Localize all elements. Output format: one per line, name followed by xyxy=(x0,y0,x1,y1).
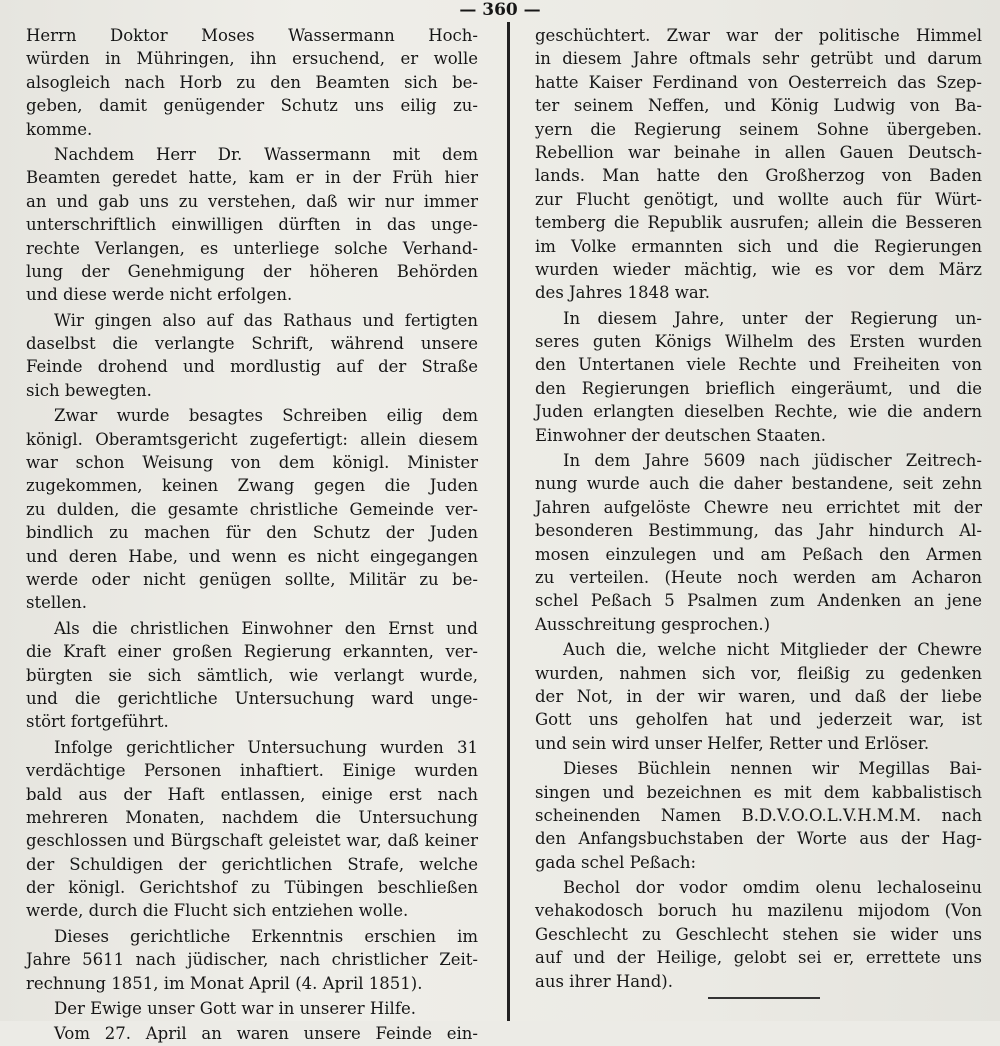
text-line: lands. Man hatte den Großherzog von Baden xyxy=(535,166,982,186)
text-line: den Regierungen brieflich eingeräumt, und die xyxy=(535,378,982,398)
text-line: schel Peßach 5 Psalmen zum Andenken an jene xyxy=(535,591,982,611)
text-line: Infolge gerichtlicher Untersuchung wurden 31 xyxy=(54,737,478,757)
text-line: zugekommen, keinen Zwang gegen die Juden xyxy=(26,476,478,496)
text-line: war schon Weisung von dem königl. Minister xyxy=(26,453,478,473)
text-line: Vom 27. April an waren unsere Feinde ein- xyxy=(54,1024,478,1044)
text-line: stellen. xyxy=(26,593,88,613)
text-line: und die gerichtliche Untersuchung ward unge- xyxy=(26,688,478,708)
text-line: Herrn Doktor Moses Wassermann Hoch- xyxy=(26,26,478,45)
text-line: verdächtige Personen inhaftiert. Einige wurden xyxy=(26,761,478,781)
text-line: In diesem Jahre, unter der Regierung un- xyxy=(563,308,982,328)
text-line: Einwohner der deutschen Staaten. xyxy=(535,425,827,445)
text-line: vehakodosch boruch hu mazilenu mijodom (Von xyxy=(535,901,982,921)
text-line: auf und der Heilige, gelobt sei er, errettete uns xyxy=(535,948,982,968)
text-line: den Anfangsbuchstaben der Worte aus der Hag- xyxy=(535,829,982,849)
text-line: Als die christlichen Einwohner den Ernst und xyxy=(54,618,478,638)
text-line: unterschriftlich einwilligen dürften in das unge- xyxy=(26,215,478,235)
text-line: der Schuldigen der gerichtlichen Strafe, welche xyxy=(26,854,478,874)
text-line: königl. Oberamtsgericht zugefertigt: allein diesem xyxy=(26,429,478,449)
text-line: singen und bezeichnen es mit dem kabbalistisch xyxy=(535,782,982,802)
text-line: rechte Verlangen, es unterliege solche Verhand- xyxy=(26,238,478,258)
text-line: bindlich zu machen für den Schutz der Juden xyxy=(26,523,478,543)
text-line: zu dulden, die gesamte christliche Gemeinde ver- xyxy=(26,499,478,519)
text-line: Dieses gerichtliche Erkenntnis erschien im xyxy=(54,926,478,946)
text-line: rechnung 1851, im Monat April (4. April 1851). xyxy=(26,973,423,993)
column-divider xyxy=(507,22,510,1021)
text-line: den Untertanen viele Rechte und Freiheiten von xyxy=(535,355,982,375)
text-line: sich bewegten. xyxy=(26,380,152,400)
text-line: und sein wird unser Helfer, Retter und Erlöser. xyxy=(535,733,930,753)
text-line: seres guten Königs Wilhelm des Ersten wurden xyxy=(535,332,982,352)
text-line: Jahre 5611 nach jüdischer, nach christlicher Zeit- xyxy=(26,950,478,970)
text-line: die Kraft einer großen Regierung erkannten, ver- xyxy=(26,642,478,662)
text-line: mehreren Monaten, nachdem die Untersuchung xyxy=(26,807,478,827)
text-line: ter seinem Neffen, und König Ludwig von Ba- xyxy=(535,96,982,116)
text-line: Jahren aufgelöste Chewre neu errichtet mit der xyxy=(535,497,982,517)
text-line: Wir gingen also auf das Rathaus und fertigten xyxy=(54,310,478,330)
text-line: aus ihrer Hand). xyxy=(535,971,673,991)
text-line: Beamten geredet hatte, kam er in der Früh hier xyxy=(26,168,478,188)
text-line: geschüchtert. Zwar war der politische Himmel xyxy=(535,26,982,45)
text-line: komme. xyxy=(26,119,93,139)
page-number: — 360 — xyxy=(459,0,541,20)
text-line: bald aus der Haft entlassen, einige erst nach xyxy=(26,784,478,804)
text-line: Juden erlangten dieselben Rechte, wie die andern xyxy=(535,402,982,422)
text-line: zu verteilen. (Heute noch werden am Acharon xyxy=(535,567,982,587)
text-line: Geschlecht zu Geschlecht stehen sie wider uns xyxy=(535,924,982,944)
text-line: im Volke ermannten sich und die Regierungen xyxy=(535,236,982,256)
text-line: geschlossen und Bürgschaft geleistet war, daß keiner xyxy=(26,831,478,851)
text-line: alsogleich nach Horb zu den Beamten sich be- xyxy=(26,72,478,92)
text-line: geben, damit genügender Schutz uns eilig zu- xyxy=(26,96,478,116)
text-line: mosen einzulegen und am Peßach den Armen xyxy=(535,544,982,564)
text-line: besonderen Bestimmung, das Jahr hindurch Al- xyxy=(535,521,982,541)
end-rule xyxy=(708,997,820,999)
text-line: lung der Genehmigung der höheren Behörden xyxy=(26,261,478,281)
text-line: wurden, nahmen sich vor, fleißig zu gedenken xyxy=(535,663,982,683)
text-line: werde, durch die Flucht sich entziehen wolle. xyxy=(26,901,409,921)
text-line: daselbst die verlangte Schrift, während unsere xyxy=(26,334,478,354)
text-line: nung wurde auch die daher bestandene, seit zehn xyxy=(535,474,982,494)
right-column xyxy=(535,24,982,993)
text-line: Bechol dor vodor omdim olenu lechaloseinu xyxy=(563,878,982,898)
left-column xyxy=(26,24,478,1046)
text-line: Gott uns geholfen hat und jederzeit war, ist xyxy=(535,710,982,730)
text-line: Zwar wurde besagtes Schreiben eilig dem xyxy=(54,406,478,426)
text-line: Ausschreitung gesprochen.) xyxy=(535,614,771,634)
text-line: des Jahres 1848 war. xyxy=(535,283,710,303)
text-line: In dem Jahre 5609 nach jüdischer Zeitrech- xyxy=(563,451,982,471)
text-line: Dieses Büchlein nennen wir Megillas Bai- xyxy=(563,759,982,779)
text-line: wurden wieder mächtig, wie es vor dem März xyxy=(535,259,982,279)
text-line: Auch die, welche nicht Mitglieder der Chewre xyxy=(563,640,982,660)
text-line: scheinenden Namen B.D.V.O.O.L.V.H.M.M. nach xyxy=(535,805,982,825)
text-line: Der Ewige unser Gott war in unserer Hilfe. xyxy=(54,999,416,1019)
text-line: bürgten sie sich sämtlich, wie verlangt wurde, xyxy=(26,665,478,685)
text-line: zur Flucht genötigt, und wollte auch für Würt- xyxy=(535,189,982,209)
text-line: werde oder nicht genügen sollte, Militär zu be- xyxy=(26,569,478,589)
text-line: würden in Mühringen, ihn ersuchend, er wolle xyxy=(26,49,478,69)
text-line: temberg die Republik ausrufen; allein die Besseren xyxy=(535,213,982,233)
text-line: und deren Habe, und wenn es nicht eingegangen xyxy=(26,546,478,566)
text-line: der königl. Gerichtshof zu Tübingen beschließen xyxy=(26,878,478,898)
text-line: Rebellion war beinahe in allen Gauen Deutsch- xyxy=(535,142,982,162)
text-line: yern die Regierung seinem Sohne übergeben. xyxy=(535,119,982,139)
text-line: gada schel Peßach: xyxy=(535,852,697,872)
text-line: Feinde drohend und mordlustig auf der Straße xyxy=(26,357,478,377)
text-line: stört fortgeführt. xyxy=(26,712,169,732)
text-line: hatte Kaiser Ferdinand von Oesterreich das Szep- xyxy=(535,72,982,92)
text-line: an und gab uns zu verstehen, daß wir nur immer xyxy=(26,191,478,211)
text-line: in diesem Jahre oftmals sehr getrübt und darum xyxy=(535,49,982,69)
text-line: und diese werde nicht erfolgen. xyxy=(26,285,293,305)
text-line: der Not, in der wir waren, und daß der liebe xyxy=(535,686,982,706)
text-line: Nachdem Herr Dr. Wassermann mit dem xyxy=(54,144,478,164)
